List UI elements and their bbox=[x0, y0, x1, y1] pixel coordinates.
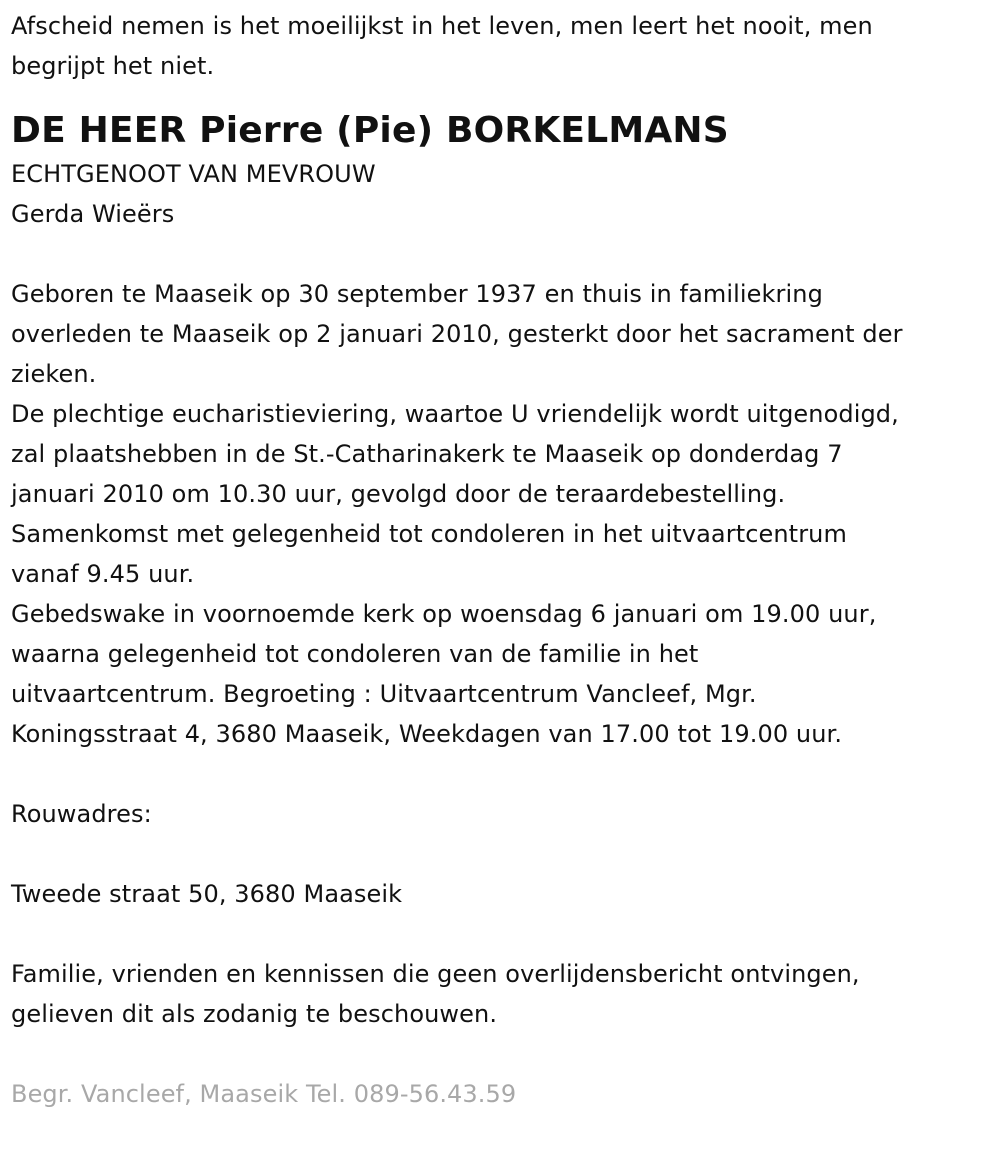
body-line: januari 2010 om 10.30 uur, gevolgd door de teraardebestelling. bbox=[11, 480, 786, 508]
spouse-name: Gerda Wieërs bbox=[11, 200, 175, 228]
body-line: Gebedswake in voornoemde kerk op woensdag 6 januari om 19.00 uur, bbox=[11, 600, 877, 628]
spacer bbox=[11, 1034, 996, 1074]
body-line: overleden te Maaseik op 2 januari 2010, gesterkt door het sacrament der bbox=[11, 320, 903, 348]
rouwadres-address: Tweede straat 50, 3680 Maaseik bbox=[11, 880, 403, 908]
family-note-line: gelieven dit als zodanig te beschouwen. bbox=[11, 1000, 498, 1028]
spacer bbox=[11, 914, 996, 954]
quote-line: begrijpt het niet. bbox=[11, 52, 215, 80]
announcement-body bbox=[11, 274, 996, 754]
rouwadres-label: Rouwadres: bbox=[11, 800, 152, 828]
body-line: zal plaatshebben in de St.-Catharinakerk te Maaseik op donderdag 7 bbox=[11, 440, 843, 468]
body-line: waarna gelegenheid tot condoleren van de familie in het bbox=[11, 640, 699, 668]
body-line: zieken. bbox=[11, 360, 97, 388]
body-line: De plechtige eucharistieviering, waartoe U vriendelijk wordt uitgenodigd, bbox=[11, 400, 899, 428]
funeral-home-footer: Begr. Vancleef, Maaseik Tel. 089-56.43.59 bbox=[11, 1080, 517, 1108]
body-line: Koningsstraat 4, 3680 Maaseik, Weekdagen van 17.00 tot 19.00 uur. bbox=[11, 720, 843, 748]
body-line: Geboren te Maaseik op 30 september 1937 en thuis in familiekring bbox=[11, 280, 823, 308]
quote-line: Afscheid nemen is het moeilijkst in het leven, men leert het nooit, men bbox=[11, 12, 873, 40]
body-line: Samenkomst met gelegenheid tot condoleren in het uitvaartcentrum bbox=[11, 520, 847, 548]
body-line: uitvaartcentrum. Begroeting : Uitvaartcentrum Vancleef, Mgr. bbox=[11, 680, 757, 708]
family-note-line: Familie, vrienden en kennissen die geen overlijdensbericht ontvingen, bbox=[11, 960, 860, 988]
obituary-notice bbox=[11, 0, 996, 1114]
relation-label: ECHTGENOOT VAN MEVROUW bbox=[11, 160, 376, 188]
spacer bbox=[11, 834, 996, 874]
deceased-name: DE HEER Pierre (Pie) BORKELMANS bbox=[11, 110, 729, 151]
body-line: vanaf 9.45 uur. bbox=[11, 560, 195, 588]
family-note bbox=[11, 954, 996, 1034]
opening-quote bbox=[11, 6, 996, 86]
spacer bbox=[11, 234, 996, 274]
spacer bbox=[11, 754, 996, 794]
